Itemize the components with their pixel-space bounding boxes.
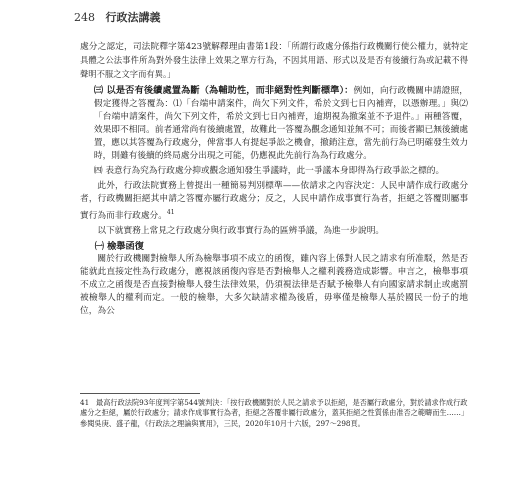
item-c-text: 例如，向行政機關申請證照，假定獲得之答覆為：⑴「台端申請案件，尚欠下列文件，希於文到七日內補齊，以憑辦理。」與⑵「台端申請案件，尚欠下列文件，希於文到七日內補齊，逾期視為撤案並不予退件。」兩種答覆，效果即不相同。前者通常尚有後續處置，故難此一答覆為觀念通知並無不可；而後者顯已無後續處置，應以其答覆為行政處分，俾當事人有提起爭訟之機會，撤銷注意，當先前行為已明確發生效力時，則雖有後續的終局處分出現之可能，仍應視此先前行為為行政處分。 <box>93 86 468 161</box>
paragraph-intro: 以下就實務上常見之行政處分與行政事實行為的區辨爭議，為進一步說明。 <box>97 225 385 236</box>
item-c <box>80 84 468 163</box>
main-text <box>80 40 468 318</box>
item-c-heading: ㈢ 以是否有後續處置為斷（為輔助性，而非絕對性判斷標準）： <box>93 85 354 96</box>
footnote-divider <box>80 393 200 394</box>
quotation-423: 「所謂行政處分係指行政機關行使公權力，就特定具體之公法事件所為對外發生法律上效果之單方行為，不因其用語、形式以及是否有後續行為或記載不得聲明不服之文字而有異。」 <box>80 41 469 79</box>
footnote <box>80 398 468 429</box>
book-title: 行政法講義 <box>105 11 161 24</box>
page-number: 248 <box>74 11 95 24</box>
section-heading-complaint-reply: ㈠ 檢舉函復 <box>94 240 144 252</box>
footnote-text: 最高行政法院93年度判字第544號判決：「按行政機關對於人民之請求予以拒絕，是否屬行政處分，對於請求作成行政處分之拒絕，屬於行政處分；請求作成事實行為者，拒絕之答覆非屬行政處分，蓋其拒絕之性質係由准否之範疇而生……」參閱吳庚、盛子龍，《行政法之理論與實用》，三民，2020年10月十六版，297～298頁。 <box>80 398 468 428</box>
footnote-ref: 41 <box>166 209 175 216</box>
item-d: ㈣ 表意行為究為行政處分抑或觀念通知發生爭議時，此一爭議本身即得為行政爭訟之標的。 <box>93 166 445 176</box>
paragraph-criteria-text: 此外，行政法院實務上曾提出一種簡易判別標準——依請求之內容決定：人民申請作成行政處分者，行政機關拒絕其申請之答覆亦屬行政處分；反之，人民申請作成事實行為者，拒絕之答覆則屬事實行為而非行政處分。 <box>80 181 468 221</box>
paragraph-423 <box>80 40 468 82</box>
paragraph-criteria <box>80 180 468 223</box>
footnote-number: 41 <box>80 398 90 407</box>
paragraph-423-lead: 處分之認定，司法院釋字第423號解釋理由書第1段： <box>80 42 288 52</box>
paragraph-complaint-reply: 關於行政機關對檢舉人所為檢舉事項不成立的函復，雖內容上係對人民之請求有所准駁，然是否能就此直接定性為行政處分，應視該函復內容是否對檢舉人之權利義務造成影響。申言之，檢舉事項不成立之函復是否直接對檢舉人發生法律效果，仍須視法律是否賦予檢舉人有向國家請求制止或處罰被檢舉人的權利而定。一般的檢舉，大多欠缺請求權為後盾，毋寧僅是檢舉人基於國民一份子的地位，為公 <box>80 254 468 317</box>
running-header <box>74 9 161 25</box>
